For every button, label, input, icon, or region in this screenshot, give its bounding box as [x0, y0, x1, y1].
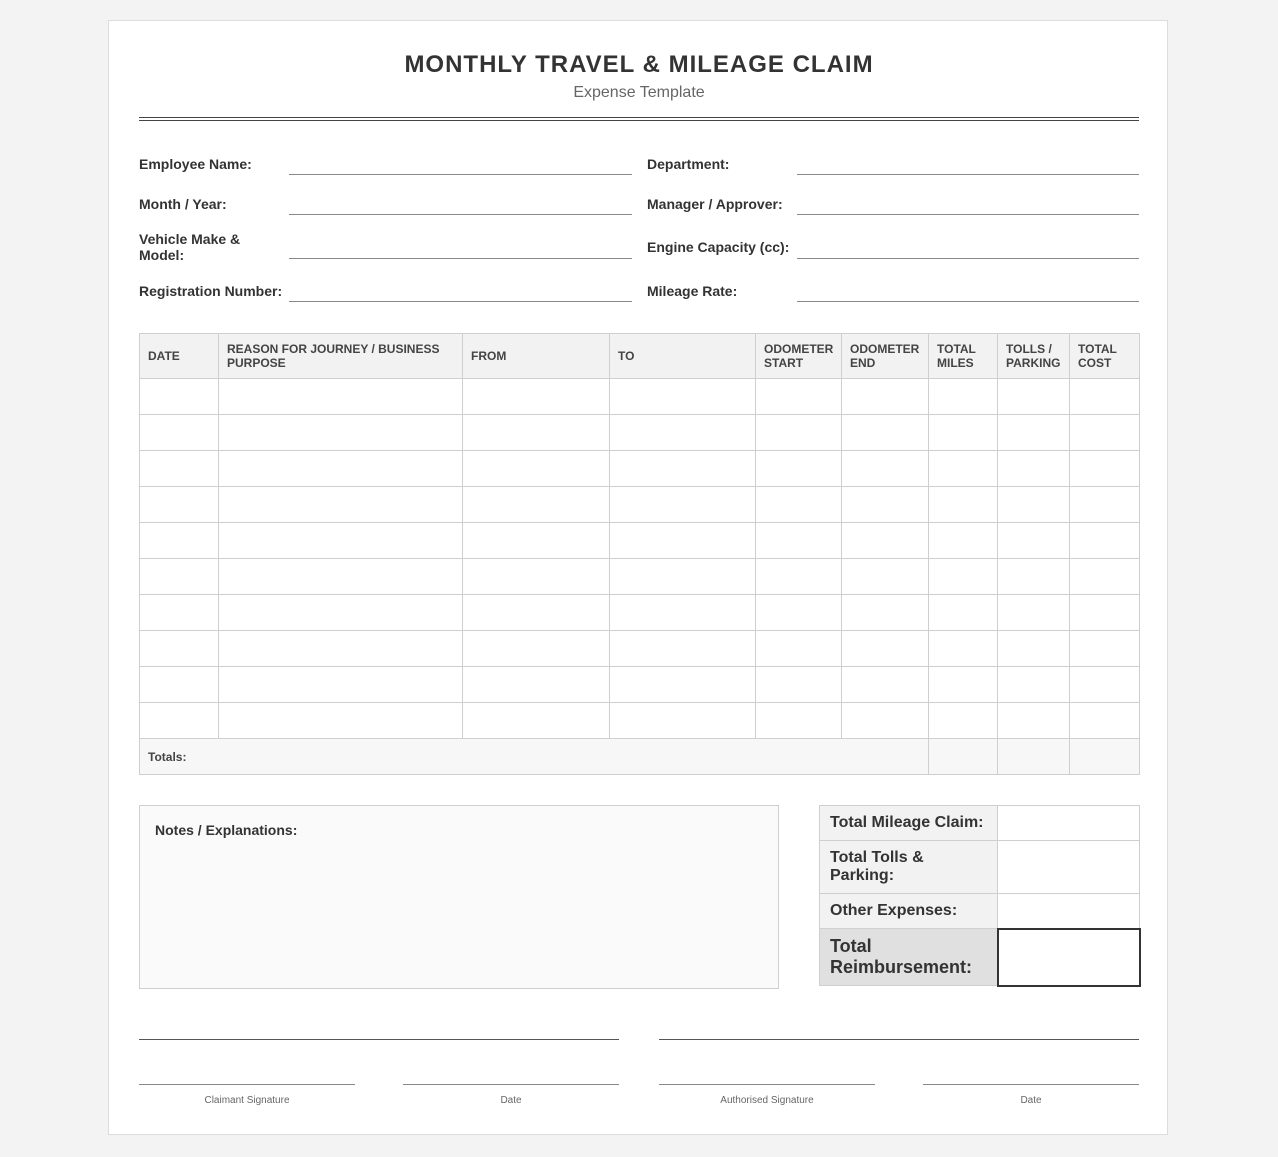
table-cell[interactable]	[219, 415, 463, 451]
month-year-field[interactable]	[289, 214, 632, 215]
table-cell[interactable]	[998, 415, 1070, 451]
table-cell[interactable]	[463, 523, 610, 559]
summary-value-tolls[interactable]	[998, 841, 1140, 894]
table-cell[interactable]	[929, 487, 998, 523]
claimant-signature-caption: Claimant Signature	[204, 1095, 290, 1106]
totals-label: Totals:	[140, 739, 929, 775]
notes-label: Notes / Explanations:	[155, 822, 298, 838]
col-header-tolls-parking: TOLLS / PARKING	[998, 334, 1070, 379]
table-row	[140, 595, 1140, 631]
table-header-row	[140, 334, 1140, 379]
claimant-date-caption: Date	[500, 1095, 522, 1106]
table-cell[interactable]	[1070, 451, 1140, 487]
col-header-reason: REASON FOR JOURNEY / BUSINESS PURPOSE	[219, 334, 463, 379]
table-cell[interactable]	[463, 703, 610, 739]
table-cell[interactable]	[842, 379, 929, 415]
table-cell[interactable]	[219, 379, 463, 415]
totals-tolls-cell[interactable]	[998, 739, 1070, 775]
table-cell[interactable]	[842, 451, 929, 487]
table-cell[interactable]	[1070, 559, 1140, 595]
table-cell[interactable]	[140, 415, 219, 451]
registration-field[interactable]	[289, 301, 632, 302]
table-cell[interactable]	[756, 631, 842, 667]
header-rule-top	[139, 117, 1139, 118]
table-cell[interactable]	[929, 703, 998, 739]
claimant-signature-line[interactable]	[139, 1039, 619, 1040]
table-cell[interactable]	[219, 487, 463, 523]
table-cell[interactable]	[219, 631, 463, 667]
table-cell[interactable]	[140, 451, 219, 487]
employee-name-label: Employee Name:	[139, 156, 252, 172]
table-cell[interactable]	[140, 379, 219, 415]
manager-label: Manager / Approver:	[647, 196, 783, 212]
table-cell[interactable]	[463, 667, 610, 703]
table-cell[interactable]	[929, 631, 998, 667]
mileage-rate-field[interactable]	[797, 301, 1139, 302]
summary-row-total	[820, 929, 1140, 986]
table-cell[interactable]	[842, 523, 929, 559]
header-rule-bottom	[139, 120, 1139, 121]
table-cell[interactable]	[1070, 667, 1140, 703]
summary-label-mileage: Total Mileage Claim:	[820, 806, 998, 841]
table-cell[interactable]	[219, 523, 463, 559]
department-label: Department:	[647, 156, 730, 172]
table-cell[interactable]	[140, 487, 219, 523]
summary-value-mileage[interactable]	[998, 806, 1140, 841]
table-cell[interactable]	[463, 451, 610, 487]
table-row	[140, 667, 1140, 703]
table-cell[interactable]	[610, 667, 756, 703]
table-cell[interactable]	[140, 703, 219, 739]
table-cell[interactable]	[756, 379, 842, 415]
table-cell[interactable]	[929, 523, 998, 559]
table-cell[interactable]	[842, 595, 929, 631]
table-cell[interactable]	[1070, 703, 1140, 739]
table-cell[interactable]	[610, 487, 756, 523]
table-cell[interactable]	[756, 415, 842, 451]
table-cell[interactable]	[998, 631, 1070, 667]
table-cell[interactable]	[998, 379, 1070, 415]
table-cell[interactable]	[929, 667, 998, 703]
table-cell[interactable]	[1070, 595, 1140, 631]
manager-field[interactable]	[797, 214, 1139, 215]
claimant-signature-field[interactable]	[139, 1084, 355, 1085]
table-cell[interactable]	[998, 595, 1070, 631]
registration-label: Registration Number:	[139, 283, 283, 299]
table-row	[140, 379, 1140, 415]
table-cell[interactable]	[463, 631, 610, 667]
table-cell[interactable]	[610, 631, 756, 667]
table-cell[interactable]	[756, 667, 842, 703]
col-header-total-miles: TOTAL MILES	[929, 334, 998, 379]
table-cell[interactable]	[842, 559, 929, 595]
table-cell[interactable]	[756, 487, 842, 523]
table-row	[140, 451, 1140, 487]
table-cell[interactable]	[1070, 523, 1140, 559]
notes-box[interactable]	[139, 805, 779, 989]
table-cell[interactable]	[756, 595, 842, 631]
table-cell[interactable]	[842, 667, 929, 703]
table-cell[interactable]	[756, 523, 842, 559]
table-cell[interactable]	[140, 523, 219, 559]
table-cell[interactable]	[463, 415, 610, 451]
engine-label: Engine Capacity (cc):	[647, 239, 790, 255]
table-cell[interactable]	[610, 415, 756, 451]
table-cell[interactable]	[842, 631, 929, 667]
totals-cost-cell[interactable]	[1070, 739, 1140, 775]
table-row	[140, 703, 1140, 739]
summary-row-tolls	[820, 841, 1140, 894]
journey-log-table	[139, 333, 1140, 775]
table-cell[interactable]	[1070, 379, 1140, 415]
table-cell[interactable]	[998, 487, 1070, 523]
vehicle-field[interactable]	[289, 258, 632, 259]
table-cell[interactable]	[463, 559, 610, 595]
table-cell[interactable]	[140, 559, 219, 595]
employee-name-field[interactable]	[289, 174, 632, 175]
table-cell[interactable]	[463, 379, 610, 415]
table-cell[interactable]	[998, 523, 1070, 559]
col-header-date: DATE	[140, 334, 219, 379]
table-cell[interactable]	[610, 703, 756, 739]
summary-row-other	[820, 894, 1140, 929]
table-cell[interactable]	[842, 703, 929, 739]
mileage-rate-label: Mileage Rate:	[647, 283, 738, 299]
table-row	[140, 523, 1140, 559]
table-cell[interactable]	[998, 451, 1070, 487]
journey-log-body	[140, 379, 1140, 775]
col-header-from: FROM	[463, 334, 610, 379]
table-cell[interactable]	[219, 595, 463, 631]
department-field[interactable]	[797, 174, 1139, 175]
claim-form-page	[108, 20, 1168, 1135]
table-cell[interactable]	[219, 559, 463, 595]
table-cell[interactable]	[998, 559, 1070, 595]
table-cell[interactable]	[929, 451, 998, 487]
authorised-date-caption: Date	[1020, 1095, 1042, 1106]
table-cell[interactable]	[998, 667, 1070, 703]
table-row	[140, 631, 1140, 667]
table-cell[interactable]	[756, 703, 842, 739]
summary-label-other: Other Expenses:	[820, 894, 998, 929]
table-row	[140, 559, 1140, 595]
table-cell[interactable]	[610, 559, 756, 595]
table-cell[interactable]	[998, 703, 1070, 739]
table-cell[interactable]	[610, 379, 756, 415]
table-cell[interactable]	[463, 595, 610, 631]
table-cell[interactable]	[842, 415, 929, 451]
table-cell[interactable]	[929, 559, 998, 595]
table-cell[interactable]	[610, 451, 756, 487]
col-header-odometer-start: ODOMETER START	[756, 334, 842, 379]
authorised-signature-field[interactable]	[659, 1084, 875, 1085]
totals-row	[140, 739, 1140, 775]
table-cell[interactable]	[1070, 487, 1140, 523]
table-cell[interactable]	[219, 667, 463, 703]
authorised-signature-caption: Authorised Signature	[720, 1095, 814, 1106]
table-cell[interactable]	[219, 451, 463, 487]
claimant-date-field[interactable]	[403, 1084, 619, 1085]
table-cell[interactable]	[463, 487, 610, 523]
table-cell[interactable]	[140, 631, 219, 667]
table-cell[interactable]	[929, 415, 998, 451]
table-cell[interactable]	[219, 703, 463, 739]
form-title: MONTHLY TRAVEL & MILEAGE CLAIM	[404, 51, 874, 78]
summary-label-tolls: Total Tolls & Parking:	[820, 841, 998, 894]
col-header-odometer-end: ODOMETER END	[842, 334, 929, 379]
col-header-to: TO	[610, 334, 756, 379]
table-cell[interactable]	[610, 595, 756, 631]
table-cell[interactable]	[929, 595, 998, 631]
summary-row-mileage	[820, 806, 1140, 841]
summary-label-total: Total Reimbursement:	[820, 929, 998, 986]
summary-value-other[interactable]	[998, 894, 1140, 929]
table-cell[interactable]	[842, 487, 929, 523]
authorised-date-field[interactable]	[923, 1084, 1139, 1085]
form-subtitle: Expense Template	[573, 84, 705, 101]
totals-miles-cell[interactable]	[929, 739, 998, 775]
table-cell[interactable]	[140, 667, 219, 703]
table-cell[interactable]	[929, 379, 998, 415]
summary-value-total[interactable]	[998, 929, 1140, 986]
table-cell[interactable]	[756, 559, 842, 595]
table-cell[interactable]	[140, 595, 219, 631]
engine-field[interactable]	[797, 258, 1139, 259]
vehicle-label: Vehicle Make & Model:	[139, 231, 241, 263]
authorised-signature-line[interactable]	[659, 1039, 1139, 1040]
table-cell[interactable]	[1070, 415, 1140, 451]
summary-table	[819, 805, 1141, 987]
month-year-label: Month / Year:	[139, 196, 227, 212]
table-cell[interactable]	[756, 451, 842, 487]
table-cell[interactable]	[1070, 631, 1140, 667]
table-row	[140, 487, 1140, 523]
col-header-total-cost: TOTAL COST	[1070, 334, 1140, 379]
table-cell[interactable]	[610, 523, 756, 559]
table-row	[140, 415, 1140, 451]
